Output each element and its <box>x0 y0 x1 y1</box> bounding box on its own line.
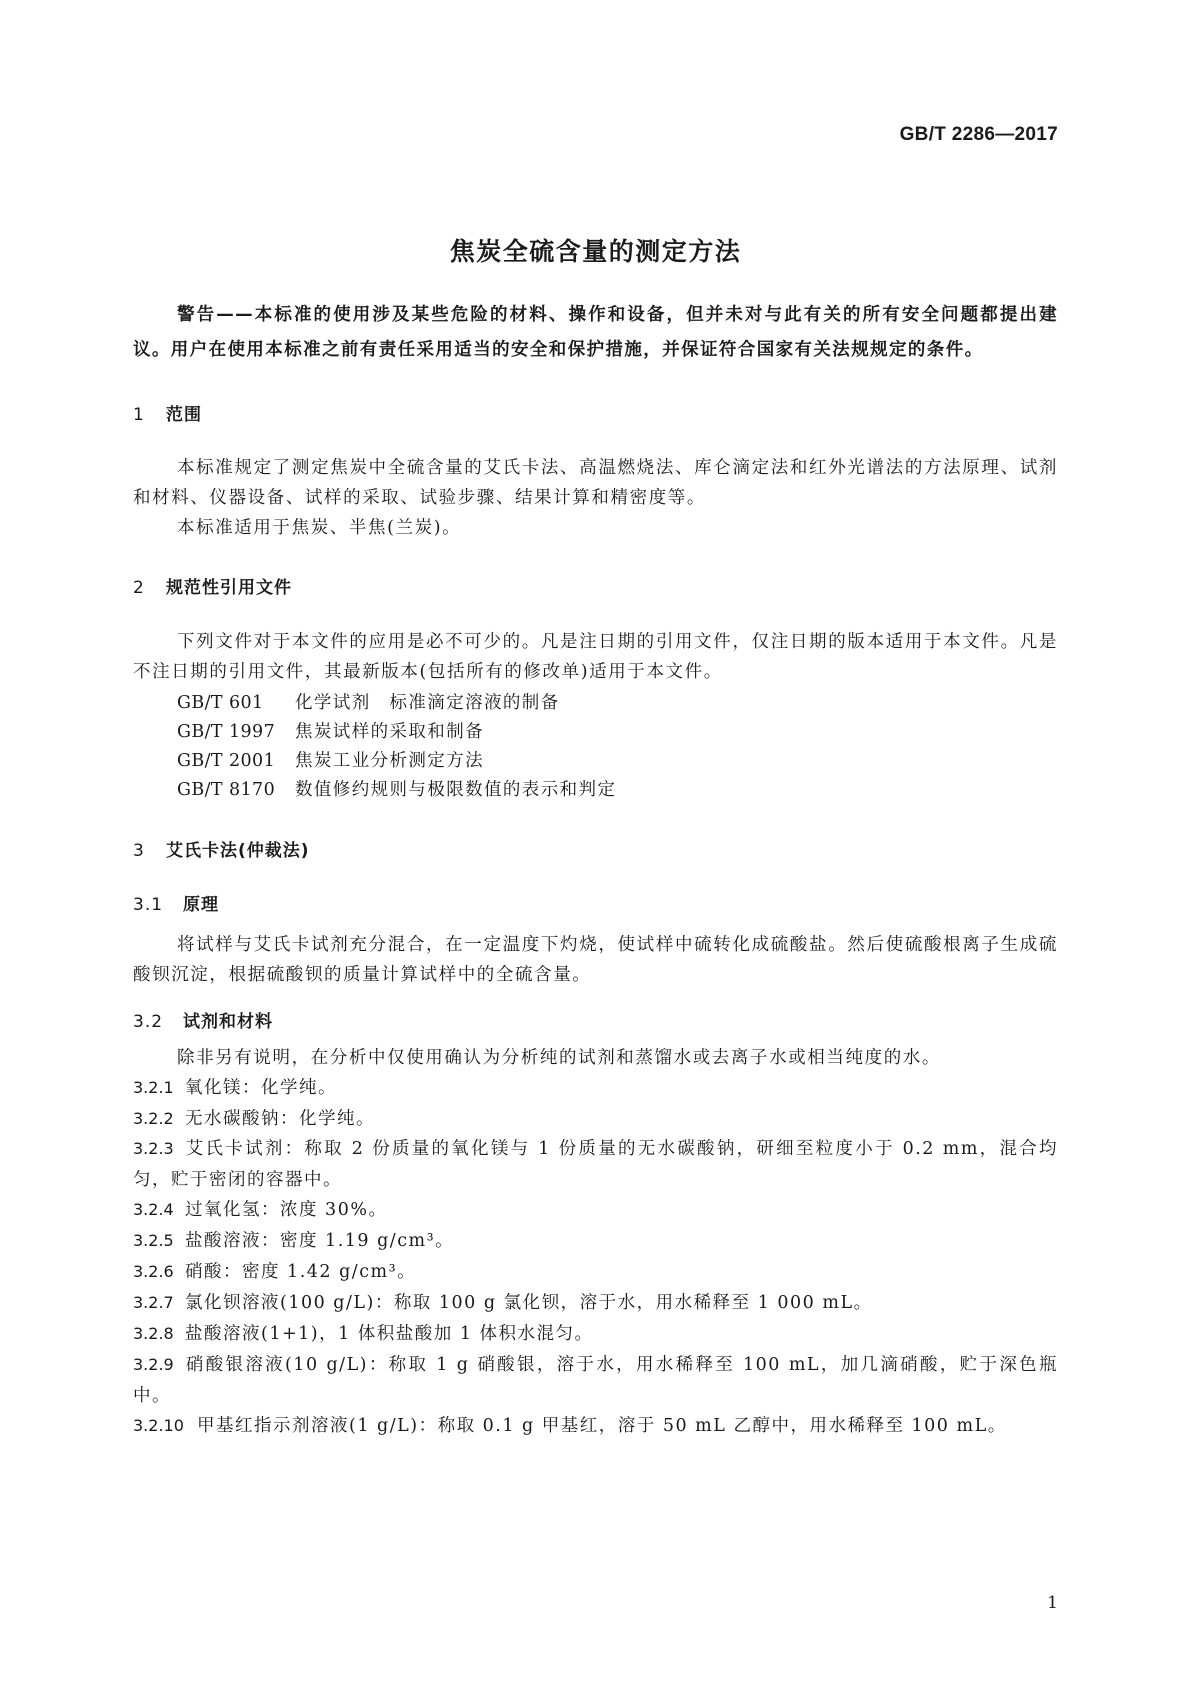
item-text: 盐酸溶液(1+1)，1 体积盐酸加 1 体积水混匀。 <box>185 1324 594 1344</box>
reagent-item <box>133 1410 1058 1442</box>
reference-title: 数值修约规则与极限数值的表示和判定 <box>295 780 617 800</box>
item-number: 3.2.6 <box>133 1262 174 1281</box>
scope-applicability: 本标准适用于焦炭、半焦(兰炭)。 <box>177 518 462 538</box>
reference-item <box>177 689 560 714</box>
reagents-intro: 除非另有说明，在分析中仅使用确认为分析纯的试剂和蒸馏水或去离子水或相当纯度的水。 <box>177 1048 941 1068</box>
item-number: 3.2.10 <box>133 1416 184 1435</box>
reference-title: 化学试剂 标准滴定溶液的制备 <box>295 693 560 713</box>
reagent-item <box>133 1194 1058 1226</box>
reference-item <box>177 776 616 801</box>
section-number: 2 <box>133 578 145 598</box>
section-1-heading <box>133 400 202 425</box>
reference-item <box>177 747 484 772</box>
item-number: 3.2.9 <box>133 1355 174 1374</box>
item-number: 3.2.2 <box>133 1109 174 1128</box>
reagent-item <box>133 1287 1058 1319</box>
warning-paragraph: 警告——本标准的使用涉及某些危险的材料、操作和设备，但并未对与此有关的所有安全问题都提出建议。用户在使用本标准之前有责任采用适当的安全和保护措施，并保证符合国家有关法规规定的条件。 <box>133 305 1058 360</box>
item-number: 3.2.1 <box>133 1078 174 1097</box>
item-text: 氧化镁：化学纯。 <box>185 1078 337 1098</box>
reagent-item <box>133 1133 1058 1196</box>
reference-code: GB/T 1997 <box>177 722 276 742</box>
subsection-title: 原理 <box>183 895 219 915</box>
item-text: 甲基红指示剂溶液(1 g/L)：称取 0.1 g 甲基红，溶于 50 mL 乙醇中，用水稀释至 100 mL。 <box>197 1416 1007 1436</box>
principle-paragraph: 将试样与艾氏卡试剂充分混合，在一定温度下灼烧，使试样中硫转化成硫酸盐。然后使硫酸根离子生成硫酸钡沉淀，根据硫酸钡的质量计算试样中的全硫含量。 <box>133 935 1058 985</box>
page-number: 1 <box>1047 1593 1058 1613</box>
standard-code: GB/T 2286—2017 <box>899 124 1058 145</box>
section-2-heading <box>133 573 292 598</box>
reference-code: GB/T 8170 <box>177 780 276 800</box>
subsection-number: 3.1 <box>133 895 164 915</box>
reagent-item <box>133 1225 1058 1257</box>
reagent-item <box>133 1349 1058 1412</box>
item-number: 3.2.7 <box>133 1293 174 1312</box>
subsection-3-2-heading <box>133 1007 273 1032</box>
section-title: 艾氏卡法(仲裁法) <box>166 841 310 861</box>
item-text: 艾氏卡试剂：称取 2 份质量的氧化镁与 1 份质量的无水碳酸钠，研细至粒度小于 0.2 mm，混合均匀，贮于密闭的容器中。 <box>133 1139 1058 1190</box>
section-title: 范围 <box>166 405 202 425</box>
reagent-item <box>133 1256 1058 1288</box>
item-text: 硝酸：密度 1.42 g/cm³。 <box>185 1262 417 1282</box>
item-number: 3.2.8 <box>133 1324 174 1343</box>
item-text: 硝酸银溶液(10 g/L)：称取 1 g 硝酸银，溶于水，用水稀释至 100 mL，加几滴硝酸，贮于深色瓶中。 <box>133 1355 1058 1406</box>
subsection-number: 3.2 <box>133 1012 164 1032</box>
section-title: 规范性引用文件 <box>166 578 292 598</box>
section-3-heading <box>133 836 310 861</box>
item-number: 3.2.5 <box>133 1231 174 1250</box>
reference-item <box>177 718 484 743</box>
item-text: 盐酸溶液：密度 1.19 g/cm³。 <box>185 1231 455 1251</box>
reagent-item <box>133 1103 1058 1135</box>
reference-title: 焦炭工业分析测定方法 <box>295 751 484 771</box>
item-text: 氯化钡溶液(100 g/L)：称取 100 g 氯化钡，溶于水，用水稀释至 1 000 mL。 <box>185 1293 873 1313</box>
item-text: 过氧化氢：浓度 30%。 <box>185 1200 388 1220</box>
reagent-item <box>133 1072 1058 1104</box>
reference-title: 焦炭试样的采取和制备 <box>295 722 484 742</box>
reference-code: GB/T 2001 <box>177 751 276 771</box>
section-number: 3 <box>133 841 145 861</box>
section-number: 1 <box>133 405 145 425</box>
item-text: 无水碳酸钠：化学纯。 <box>185 1109 375 1129</box>
item-number: 3.2.3 <box>133 1139 174 1158</box>
reagent-item <box>133 1318 1058 1350</box>
subsection-title: 试剂和材料 <box>183 1012 273 1032</box>
subsection-3-1-heading <box>133 890 219 915</box>
item-number: 3.2.4 <box>133 1200 174 1219</box>
document-title: 焦炭全硫含量的测定方法 <box>449 237 742 266</box>
references-intro: 下列文件对于本文件的应用是必不可少的。凡是注日期的引用文件，仅注日期的版本适用于本文件。凡是不注日期的引用文件，其最新版本(包括所有的修改单)适用于本文件。 <box>133 632 1058 682</box>
scope-paragraph: 本标准规定了测定焦炭中全硫含量的艾氏卡法、高温燃烧法、库仑滴定法和红外光谱法的方法原理、试剂和材料、仪器设备、试样的采取、试验步骤、结果计算和精密度等。 <box>133 458 1058 508</box>
reference-code: GB/T 601 <box>177 693 264 713</box>
